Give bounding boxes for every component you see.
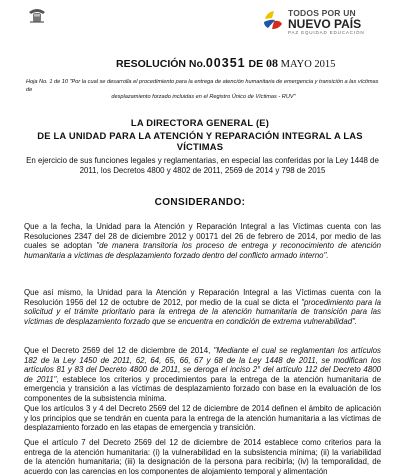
paragraph-1-line3a: cuales se adoptan xyxy=(24,241,97,251)
resolution-label: RESOLUCIÓN No. xyxy=(116,58,206,70)
unit-heading: DE LA UNIDAD PARA LA ATENCIÓN Y REPARACIÓN INTEGRAL A LAS VÍCTIMAS xyxy=(37,130,363,152)
logo-text-line2: NUEVO PAÍS xyxy=(288,17,362,31)
paragraph-5-line3: de la atención humanitaria; (iii) la designación de la persona para recibirla; (iv) la temporalidad, de xyxy=(24,457,381,467)
paragraph-4 xyxy=(24,404,381,433)
paragraph-5-line2: entrega de la atención humanitaria: (i) la vulnerabilidad en la subsistencia mínima; (ii) la variabilidad xyxy=(24,447,381,457)
paragraph-2-line1: Que así mismo, la Unidad para la Atención y Reparación Integral a las Víctimas cuenta con la xyxy=(24,288,381,297)
paragraph-2-line2b: "procedimiento para la xyxy=(301,297,381,307)
paragraph-3-line1a: Que el Decreto 2569 del 12 de diciembre de 2014, xyxy=(24,346,214,355)
paragraph-1-line3 xyxy=(24,241,381,251)
paragraph-2-line4: víctimas de desplazamiento forzado que se encuentra en condición de extrema vulnerabilidad". xyxy=(24,316,358,326)
paragraph-1-line1: Que a la fecha, la Unidad para la Atención y Reparación Integral a las Víctimas cuenta con las xyxy=(24,222,381,231)
paragraph-3-line3: artículos 81 y 83 del Decreto 4800 de 2011, se deroga el inciso 2° del artículo 112 del Decreto 4800 xyxy=(24,365,381,375)
government-logo xyxy=(262,8,380,38)
paragraph-1-line2: Resoluciones 2347 del 28 de diciembre 2012 y 00171 del 26 de febrero de 2014, por medio de las xyxy=(24,231,381,241)
logo-slogan: PAZ EQUIDAD EDUCACIÓN xyxy=(288,30,365,35)
sheet-note-line2: desplazamiento forzado incluidas en el Registro Único de Víctimas - RUV" xyxy=(111,94,296,101)
paragraph-5-line4: acuerdo con las carencias en los componentes de alojamiento temporal y alimentación xyxy=(24,466,328,476)
paragraph-2-line3: solicitud y el trámite prioritario para la entrega de la atención humanitaria de transición para las xyxy=(24,307,381,317)
sheet-note xyxy=(26,79,381,102)
logo-text-line1: TODOS POR UN xyxy=(288,8,356,18)
paragraph-2-line2 xyxy=(24,298,381,308)
paragraph-4-line1: Que los artículos 3 y 4 del Decreto 2569 del 12 de diciembre de 2014 definen el ámbito de aplicación xyxy=(24,404,381,413)
paragraph-3-line4a: de 2011" xyxy=(24,374,57,384)
paragraph-1-line3b: "de manera transitoria los proceso de entrega y reconocimiento de atención xyxy=(96,241,381,251)
paragraph-4-line3: desplazamiento forzado en las etapas de emergencia y transición. xyxy=(24,423,256,433)
intro-paragraph xyxy=(24,156,381,175)
paragraph-3-line2: 182 de la Ley 1450 de 2011, 62, 64, 65, 66, 67 y 68 de la Ley 1448 de 2011, se modifican los xyxy=(24,355,381,365)
paragraph-3-line4b: , establece los criterios y procedimientos para la entrega de la atención humanitaria de xyxy=(56,374,381,384)
resolution-date-month-year: MAYO 2015 xyxy=(280,59,336,70)
paragraph-5-line1: Que el artículo 7 del Decreto 2569 del 12 de diciembre de 2014 establece como criterios para la xyxy=(24,438,381,447)
paragraph-2 xyxy=(24,288,381,326)
intro-line2: 2011, los Decretos 4800 y 4802 de 2011, 2569 de 2014 y 798 de 2015 xyxy=(79,165,326,175)
resolution-date xyxy=(266,56,336,70)
paragraph-1-line4: humanitaria a víctimas de desplazamiento forzado dentro del conflicto armado interno". xyxy=(24,250,329,260)
paragraph-3-line6: componentes de la subsistencia mínima. xyxy=(24,393,167,403)
intro-line1: En ejercicio de sus funciones legales y reglamentarias, en especial las conferidas por la Ley 1448 de xyxy=(26,156,379,165)
sheet-note-line1: Hoja No. 1 de 10 "Por la cual se desarrolla el procedimiento para la entrega de atención humanitaria de emergencia y transición a las víctimas de xyxy=(26,79,379,93)
paragraph-2-line2a: Resolución 1956 del 12 de octubre de 2012, por medio de la cual se dicta el xyxy=(24,297,302,307)
resolution-line xyxy=(116,56,400,71)
considerando-heading: CONSIDERANDO: xyxy=(154,197,246,208)
coat-of-arms-icon xyxy=(26,6,48,26)
paragraph-3-line5: emergencia y transición a las víctimas de desplazamiento forzado con base en la evaluación de los xyxy=(24,384,381,394)
paragraph-3-line1b: "Mediante el cual se reglamentan los artículos xyxy=(213,346,381,355)
director-heading: LA DIRECTORA GENERAL (E) xyxy=(130,117,270,128)
resolution-de: DE xyxy=(248,58,264,70)
logo-mark-icon xyxy=(262,9,284,31)
paragraph-1 xyxy=(24,222,381,260)
paragraph-3-line4 xyxy=(24,375,381,385)
resolution-date-day: 08 xyxy=(266,56,279,70)
paragraph-4-line2: y los principios que se tendrán en cuenta para la entrega de la atención humanitaria a las víctimas de xyxy=(24,413,381,423)
resolution-number: 00351 xyxy=(205,56,246,70)
paragraph-3-line1 xyxy=(24,346,381,356)
paragraph-3 xyxy=(24,346,381,404)
paragraph-5 xyxy=(24,438,381,476)
